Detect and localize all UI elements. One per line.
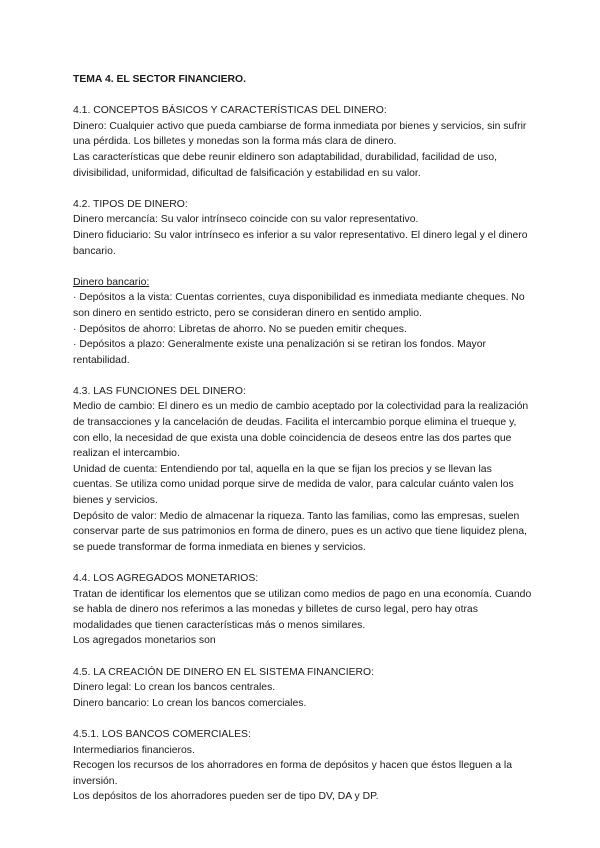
paragraph: Depósito de valor: Medio de almacenar la riqueza. Tanto las familias, como las empresas, suelen conservar parte de sus patrimonios en forma de dinero, pues es un activo que tiene liquidez plena, se puede transformar de forma inmediata en bienes y servicios.	[73, 510, 527, 553]
section-heading: 4.4. LOS AGREGADOS MONETARIOS:	[73, 573, 259, 584]
section-heading: 4.5. LA CREACIÓN DE DINERO EN EL SISTEMA FINANCIERO:	[73, 666, 375, 678]
paragraph: Medio de cambio: El dinero es un medio de cambio aceptado por la colectividad para la realización de transacciones y la cancelación de deudas. Facilita el intercambio porque elimina el trueque y, con ello, la necesidad de que exista una doble coincidencia de deseos entre las dos partes que realizan el intercambio.	[73, 401, 529, 460]
list-item: · Depósitos a la vista: Cuentas corrientes, cuya disponibilidad es inmediata mediante cheques. No son dinero en sentido estricto, pero se consideran dinero en sentido amplio.	[73, 292, 525, 319]
list-item: · Depósitos de ahorro: Libretas de ahorro. No se pueden emitir cheques.	[73, 323, 407, 335]
paragraph: Los agregados monetarios son	[73, 635, 216, 647]
section-heading: 4.2. TIPOS DE DINERO:	[73, 198, 188, 210]
blank-line	[73, 259, 533, 275]
paragraph: Los depósitos de los ahorradores pueden ser de tipo DV, DA y DP.	[73, 791, 379, 803]
section-4-2	[73, 197, 533, 369]
paragraph: Unidad de cuenta: Entendiendo por tal, aquella en la que se fijan los precios y se llevan las cuentas. Se utiliza como unidad porque sirve de medida de valor, para calcular cuánto valen los bienes y servicios.	[73, 463, 514, 507]
section-heading: 4.5.1. LOS BANCOS COMERCIALES:	[73, 728, 251, 740]
paragraph: Dinero mercancía: Su valor intrínseco coincide con su valor representativo.	[73, 214, 419, 226]
section-4-5	[73, 665, 533, 712]
paragraph: Recogen los recursos de los ahorradores en forma de depósitos y hacen que éstos lleguen a la inversión.	[73, 760, 512, 787]
paragraph: Intermediarios financieros.	[73, 744, 195, 756]
paragraph: Dinero legal: Lo crean los bancos centrales.	[73, 682, 276, 694]
document-page	[73, 72, 533, 805]
subsection-heading: Dinero bancario:	[73, 276, 150, 288]
section-4-5-1	[73, 727, 533, 805]
paragraph: Dinero fiduciario: Su valor intrínseco es inferior a su valor representativo. El dinero legal y el dinero bancario.	[73, 229, 528, 257]
section-heading: 4.3. LAS FUNCIONES DEL DINERO:	[73, 385, 246, 397]
paragraph: Tratan de identificar los elementos que se utilizan como medios de pago en una economía. Cuando se habla de dinero nos referimos a las monedas y billetes de curso legal, pero hay otras modalidades que tienen características más o menos similares.	[73, 588, 532, 631]
section-heading: 4.1. CONCEPTOS BÁSICOS Y CARACTERÍSTICAS DEL DINERO:	[73, 105, 387, 117]
document-title: TEMA 4. EL SECTOR FINANCIERO.	[73, 74, 247, 85]
list-item: · Depósitos a plazo: Generalmente existe una penalización si se retiran los fondos. Mayor rentabilidad.	[73, 339, 486, 366]
paragraph: Las características que debe reunir eldinero son adaptabilidad, durabilidad, facilidad de uso, divisibilidad, uniformidad, dificultad de falsificación y estabilidad en su valor.	[73, 151, 497, 179]
section-4-1	[73, 103, 533, 181]
paragraph: Dinero bancario: Lo crean los bancos comerciales.	[73, 697, 307, 709]
paragraph: Dinero: Cualquier activo que pueda cambiarse de forma inmediata por bienes y servicios, sin sufrir una pérdida. Los billetes y monedas son la forma más clara de dinero.	[73, 120, 527, 148]
section-4-4	[73, 571, 533, 649]
section-4-3	[73, 384, 533, 556]
